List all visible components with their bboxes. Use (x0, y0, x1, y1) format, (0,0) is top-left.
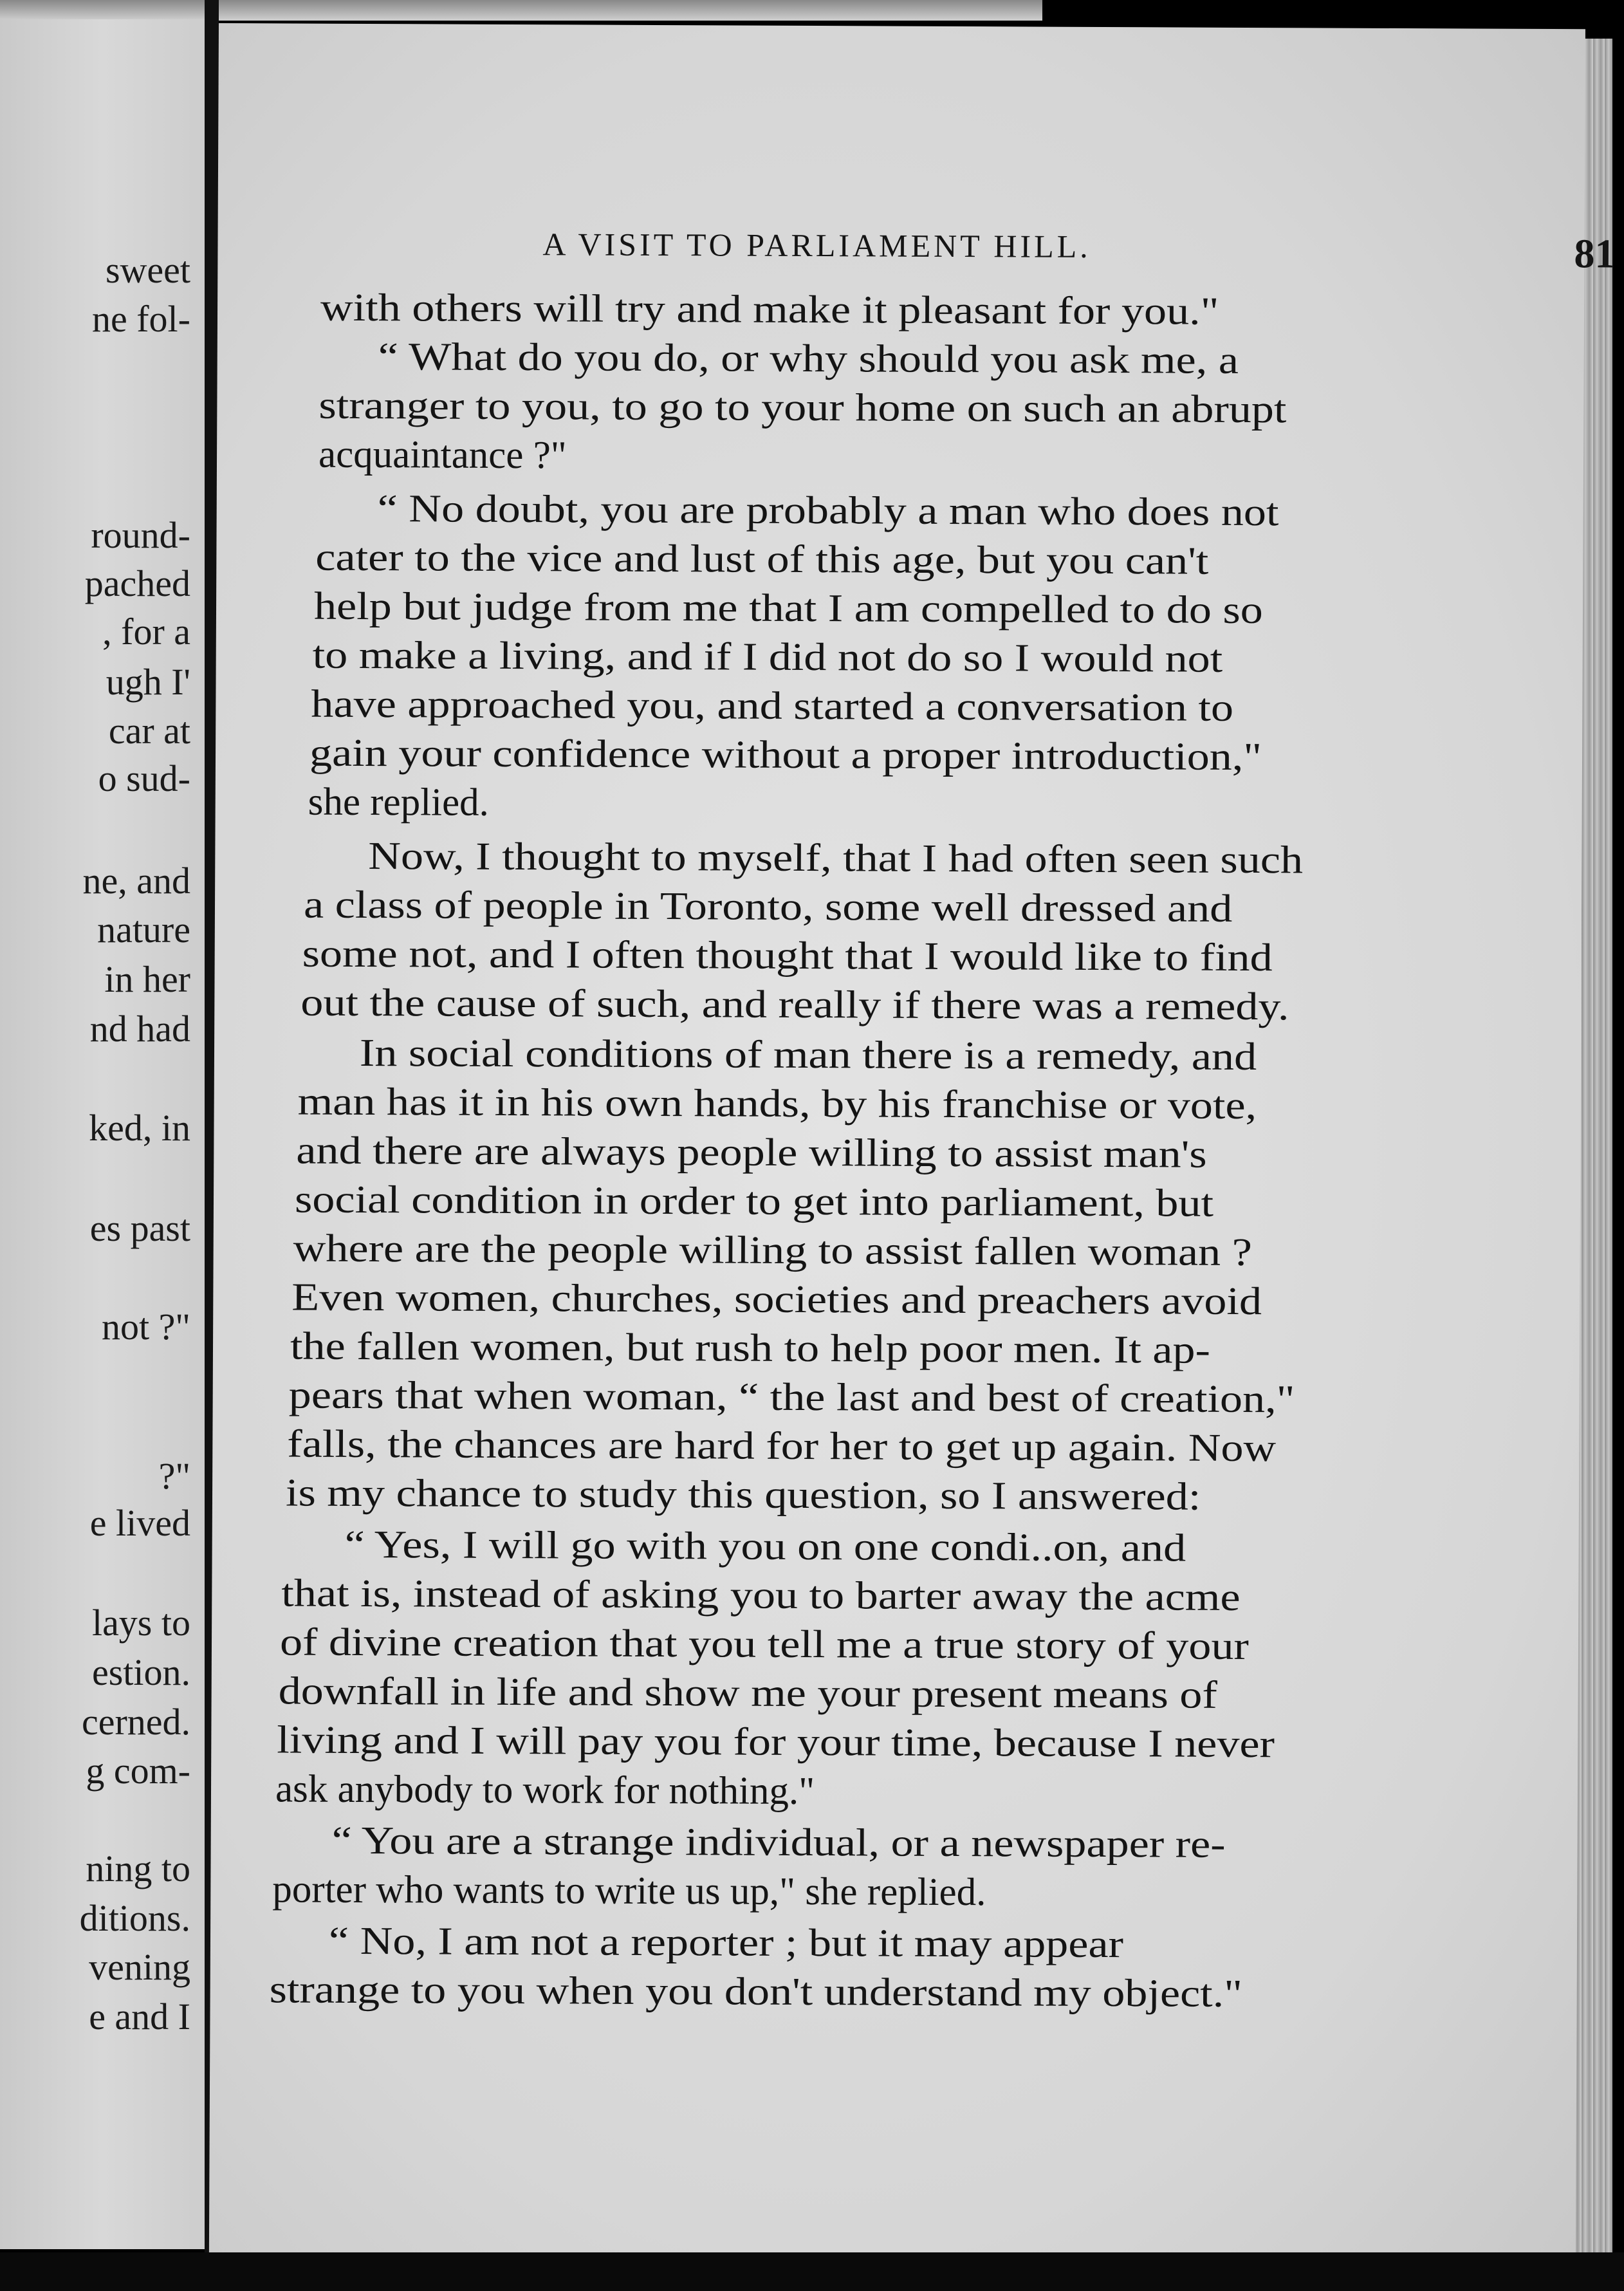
body-line: a class of people in Toronto, some well dressed and (303, 883, 1233, 931)
body-line: help but judge from me that I am compelled to do so (313, 584, 1263, 633)
body-line: pears that when woman, “ the last and best of creation," (288, 1373, 1295, 1422)
left-line: ne fol- (92, 298, 190, 340)
body-line: the fallen women, but rush to help poor men. It ap- (290, 1324, 1211, 1372)
body-line: have approached you, and started a conversation to (311, 682, 1234, 730)
left-page-fragment (0, 19, 205, 2249)
body-line: acquaintance ?" (318, 432, 567, 478)
left-line: ked, in (89, 1107, 190, 1149)
body-line: cater to the vice and lust of this age, but you can't (315, 535, 1209, 583)
body-line: and there are always people willing to assist man's (296, 1129, 1207, 1176)
left-line: lays to (91, 1602, 190, 1644)
body-line: of divine creation that you tell me a true story of your (279, 1620, 1249, 1669)
bottom-edge-band (0, 2252, 1624, 2291)
body-line: “ No doubt, you are probably a man who does not (377, 487, 1279, 535)
body-line: “ No, I am not a reporter ; but it may appear (328, 1919, 1124, 1967)
left-line: sweet (105, 249, 190, 291)
left-line: vening (89, 1946, 190, 1988)
body-line: man has it in his own hands, by his franchise or vote, (297, 1080, 1257, 1128)
body-line: social condition in order to get into parliament, but (294, 1178, 1214, 1225)
top-edge-strip (0, 0, 1042, 21)
body-line: to make a living, and if I did not do so I would not (312, 633, 1223, 681)
left-line: nd had (89, 1008, 190, 1050)
body-line: gain your confidence without a proper introduction," (309, 731, 1262, 779)
body-line: stranger to you, to go to your home on such an abrupt (318, 384, 1287, 432)
body-line: that is, instead of asking you to barter away the acme (281, 1572, 1241, 1619)
left-line: estion. (91, 1651, 190, 1693)
body-line: ask anybody to work for nothing." (275, 1767, 815, 1813)
left-line: e and I (89, 1996, 190, 2037)
left-line: in her (104, 958, 190, 1000)
body-line: some not, and I often thought that I would like to find (302, 932, 1273, 980)
body-line: downfall in life and show me your present means of (278, 1669, 1217, 1717)
left-line: round- (91, 514, 190, 556)
body-line: porter who wants to write us up," she replied. (272, 1868, 986, 1915)
body-line: strange to you when you don't understand my object." (269, 1968, 1243, 2016)
left-line: ne, and (82, 860, 190, 902)
left-line: nature (97, 909, 190, 951)
body-line: she replied. (308, 780, 490, 824)
body-line: where are the people willing to assist fallen woman ? (293, 1227, 1253, 1275)
body-line: “ Yes, I will go with you on one condi..on, and (344, 1523, 1186, 1570)
body-line: Even women, churches, societies and preachers avoid (291, 1275, 1262, 1324)
running-head: A VISIT TO PARLIAMENT HILL. (542, 226, 1091, 264)
left-line: ditions. (79, 1897, 190, 1939)
left-line: ugh I' (106, 661, 190, 703)
left-line: not ?" (101, 1306, 190, 1348)
body-line: out the cause of such, and really if there was a remedy. (300, 981, 1289, 1029)
left-line: cerned. (81, 1701, 190, 1743)
left-line: g com- (86, 1750, 190, 1792)
body-line: with others will try and make it pleasant for you." (320, 286, 1219, 333)
left-line: ning to (86, 1848, 190, 1889)
body-line: is my chance to study this question, so I answered: (285, 1471, 1201, 1519)
left-line: car at (108, 710, 190, 752)
left-line: pached (84, 562, 190, 604)
body-line: living and I will pay you for your time, because I never (277, 1718, 1275, 1767)
body-line: “ You are a strange individual, or a newspaper re- (331, 1819, 1226, 1866)
body-line: “ What do you do, or why should you ask me, a (378, 335, 1239, 382)
left-line: es past (89, 1207, 190, 1249)
book-page (209, 23, 1616, 2265)
left-line: o sud- (98, 757, 190, 799)
left-line: , for a (102, 611, 190, 653)
page-number: 81 (1574, 230, 1616, 277)
left-line: e lived (89, 1502, 190, 1544)
body-line: Now, I thought to myself, that I had often seen such (368, 835, 1304, 882)
left-line: ?" (158, 1455, 190, 1497)
body-line: In social conditions of man there is a remedy, and (359, 1031, 1257, 1079)
body-line: falls, the chances are hard for her to get up again. Now (287, 1422, 1277, 1470)
